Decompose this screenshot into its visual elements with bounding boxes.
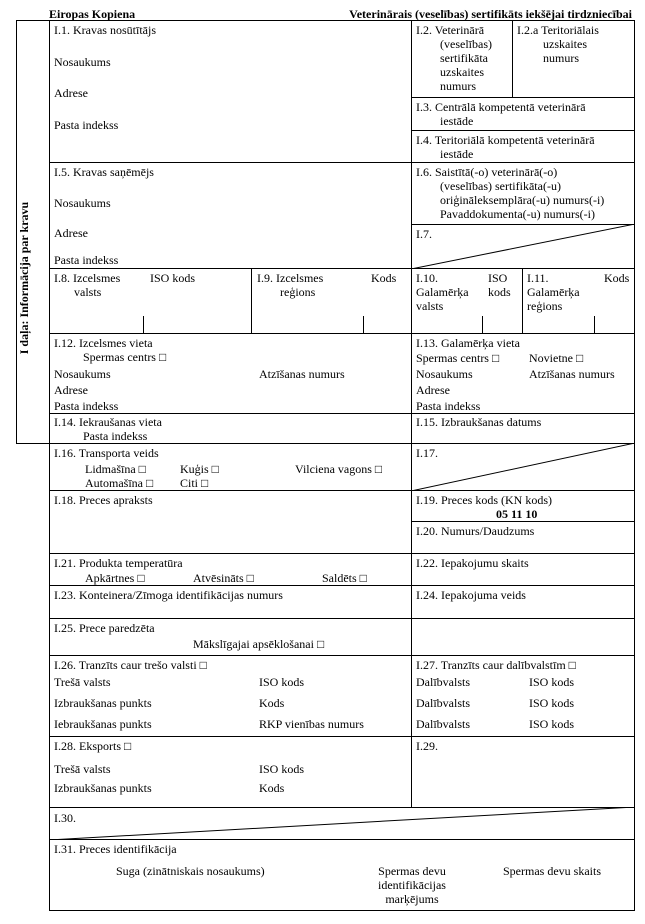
loading-place-title: I.14. Iekraušanas vieta	[54, 415, 162, 429]
box-i29-title: I.29.	[416, 739, 438, 753]
commodity-code-title: I.19. Preces kods (KN kods)	[416, 493, 552, 507]
origin-postcode-label: Pasta indekss	[54, 399, 119, 413]
local-ref-line3: numurs	[543, 51, 579, 65]
loading-postcode-label: Pasta indekss	[83, 429, 148, 443]
identification-title: I.31. Preces identifikācija	[54, 842, 177, 856]
transit-third-bip: RKP vienības numurs	[259, 717, 364, 731]
diagonal-i7	[411, 224, 635, 269]
dest-country-title3: valsts	[416, 299, 444, 313]
hline	[411, 130, 635, 131]
box-i7-title: I.7.	[416, 227, 432, 241]
local-authority-line2: iestāde	[440, 147, 474, 161]
vline	[251, 268, 252, 334]
tick	[594, 316, 595, 334]
hline	[411, 521, 635, 522]
dest-region-title2: Galamērķa	[527, 285, 580, 299]
departure-date-title: I.15. Izbraukšanas datums	[416, 415, 542, 429]
transit-third-country: Trešā valsts	[54, 675, 111, 689]
vline	[512, 20, 513, 98]
dest-postcode-label: Pasta indekss	[416, 399, 481, 413]
tick	[143, 316, 144, 334]
diagonal-i30	[49, 807, 635, 840]
transport-rail: Vilciena vagons □	[295, 462, 383, 476]
dest-country-title2: Galamērķa	[416, 285, 469, 299]
transit-ms2-iso: ISO kods	[529, 696, 575, 710]
vline	[522, 268, 523, 334]
dest-approval-label: Atzīšanas numurs	[529, 367, 615, 381]
quantity-title: I.20. Numurs/Daudzums	[416, 524, 535, 538]
consignee-title: I.5. Kravas saņēmējs	[54, 165, 154, 179]
hline	[411, 97, 635, 98]
central-authority-line2: iestāde	[440, 114, 474, 128]
linked-cert-line1: I.6. Saistītā(-o) veterinārā(-o)	[416, 165, 558, 179]
consignee-address-label: Adrese	[54, 226, 88, 240]
tick	[482, 316, 483, 334]
hline	[49, 553, 635, 554]
dest-country-iso1: ISO	[488, 271, 508, 285]
local-authority-line1: I.4. Teritoriālā kompetentā veterinārā	[416, 133, 595, 147]
transit-ms3: Dalībvalsts	[416, 717, 470, 731]
transit-third-entry: Iebraukšanas punkts	[54, 717, 152, 731]
transit-third-exit-code: Kods	[259, 696, 285, 710]
cert-ref-line2: (veselības)	[440, 37, 492, 51]
transit-ms1-iso: ISO kods	[529, 675, 575, 689]
container-seal-title: I.23. Konteinera/Zīmoga identifikācijas numurs	[54, 588, 283, 602]
identification-count: Spermas devu skaits	[503, 864, 601, 878]
intended-for-option: Mākslīgajai apsēklošanai □	[193, 637, 325, 651]
consignor-title: I.1. Kravas nosūtītājs	[54, 23, 156, 37]
transit-ms3-iso: ISO kods	[529, 717, 575, 731]
export-third-country: Trešā valsts	[54, 762, 111, 776]
transport-other: Citi □	[180, 476, 209, 490]
dest-name-label: Nosaukums	[416, 367, 473, 381]
linked-cert-line2: (veselības) sertifikāta(-u)	[440, 179, 561, 193]
identification-mark-line3: marķējums	[385, 892, 439, 906]
identification-species: Suga (zinātniskais nosaukums)	[116, 864, 265, 878]
export-exit-code: Kods	[259, 781, 285, 795]
transit-ms2: Dalībvalsts	[416, 696, 470, 710]
cert-ref-line3: sertifikāta	[440, 51, 488, 65]
bottom-border	[49, 910, 635, 911]
temperature-title: I.21. Produkta temperatūra	[54, 556, 183, 570]
transport-road: Automašīna □	[85, 476, 154, 490]
transport-title: I.16. Transporta veids	[54, 446, 159, 460]
dest-country-iso2: kods	[488, 285, 511, 299]
dest-semen-centre: Spermas centrs □	[416, 351, 500, 365]
hline	[49, 618, 635, 619]
origin-region-code: Kods	[371, 271, 397, 285]
origin-name-label: Nosaukums	[54, 367, 111, 381]
dest-country-title1: I.10.	[416, 271, 438, 285]
dest-region-title3: reģions	[527, 299, 563, 313]
left-margin-line	[16, 20, 17, 444]
linked-cert-line4: Pavaddokumenta(-u) numurs(-i)	[440, 207, 595, 221]
origin-region-title1: I.9. Izcelsmes	[257, 271, 324, 285]
local-ref-line1: I.2.a Teritoriālais	[517, 23, 599, 37]
dest-region-code: Kods	[604, 271, 630, 285]
origin-country-title2: valsts	[74, 285, 102, 299]
export-exit: Izbraukšanas punkts	[54, 781, 152, 795]
tick	[363, 316, 364, 334]
identification-mark-line2: identifikācijas	[378, 878, 446, 892]
temperature-frozen: Saldēts □	[322, 571, 367, 585]
packaging-type-title: I.24. Iepakojuma veids	[416, 588, 526, 602]
side-bottom-line	[16, 443, 50, 444]
middle-divider	[411, 20, 412, 808]
linked-cert-line3: oriģināleksemplāra(-u) numurs(-i)	[440, 193, 605, 207]
origin-approval-label: Atzīšanas numurs	[259, 367, 345, 381]
export-title: I.28. Eksports □	[54, 739, 132, 753]
local-ref-line2: uzskaites	[543, 37, 587, 51]
temperature-ambient: Apkārtnes □	[85, 571, 145, 585]
intended-for-title: I.25. Prece paredzēta	[54, 621, 155, 635]
cert-ref-line5: numurs	[440, 79, 476, 93]
hline	[49, 162, 635, 163]
transit-third-iso: ISO kods	[259, 675, 305, 689]
commodity-code-value: 05 11 10	[496, 507, 538, 521]
hline	[49, 655, 635, 656]
central-authority-line1: I.3. Centrālā kompetentā veterinārā	[416, 100, 586, 114]
transit-ms1: Dalībvalsts	[416, 675, 470, 689]
export-iso: ISO kods	[259, 762, 305, 776]
consignor-address-label: Adrese	[54, 86, 88, 100]
commodity-description-title: I.18. Preces apraksts	[54, 493, 153, 507]
dest-place-title: I.13. Galamērķa vieta	[416, 336, 520, 350]
packages-count-title: I.22. Iepakojumu skaits	[416, 556, 529, 570]
transport-ship: Kuģis □	[180, 462, 219, 476]
hline	[49, 585, 635, 586]
hline	[49, 736, 635, 737]
dest-address-label: Adrese	[416, 383, 450, 397]
origin-address-label: Adrese	[54, 383, 88, 397]
left-border	[49, 20, 50, 911]
origin-country-iso: ISO kods	[150, 271, 196, 285]
top-border	[16, 20, 635, 21]
consignee-postcode-label: Pasta indekss	[54, 253, 119, 267]
consignor-name-label: Nosaukums	[54, 55, 111, 69]
header-right: Veterinārais (veselības) sertifikāts iekšējai tirdzniecībai	[349, 7, 632, 21]
consignee-name-label: Nosaukums	[54, 196, 111, 210]
dest-region-title1: I.11.	[527, 271, 549, 285]
hline	[49, 413, 635, 414]
hline	[49, 333, 635, 334]
cert-ref-line1: I.2. Veterinārā	[416, 23, 485, 37]
origin-country-title1: I.8. Izcelsmes	[54, 271, 121, 285]
transport-plane: Lidmašīna □	[85, 462, 146, 476]
box-i17-title: I.17.	[416, 446, 438, 460]
box-i30-title: I.30.	[54, 811, 76, 825]
identification-mark-line1: Spermas devu	[378, 864, 446, 878]
temperature-chilled: Atvēsināts □	[193, 571, 254, 585]
diagonal-i17	[411, 443, 635, 491]
origin-place-title: I.12. Izcelsmes vieta	[54, 336, 153, 350]
header-left: Eiropas Kopiena	[49, 7, 136, 21]
transit-third-title: I.26. Tranzīts caur trešo valsti □	[54, 658, 207, 672]
consignor-postcode-label: Pasta indekss	[54, 118, 119, 132]
origin-region-title2: reģions	[280, 285, 316, 299]
side-label: I daļa: Informācija par kravu	[17, 201, 31, 355]
transit-ms-title: I.27. Tranzīts caur dalībvalstīm □	[416, 658, 576, 672]
origin-semen-centre: Spermas centrs □	[83, 350, 167, 364]
dest-holding: Novietne □	[529, 351, 584, 365]
transit-third-exit: Izbraukšanas punkts	[54, 696, 152, 710]
cert-ref-line4: uzskaites	[440, 65, 484, 79]
